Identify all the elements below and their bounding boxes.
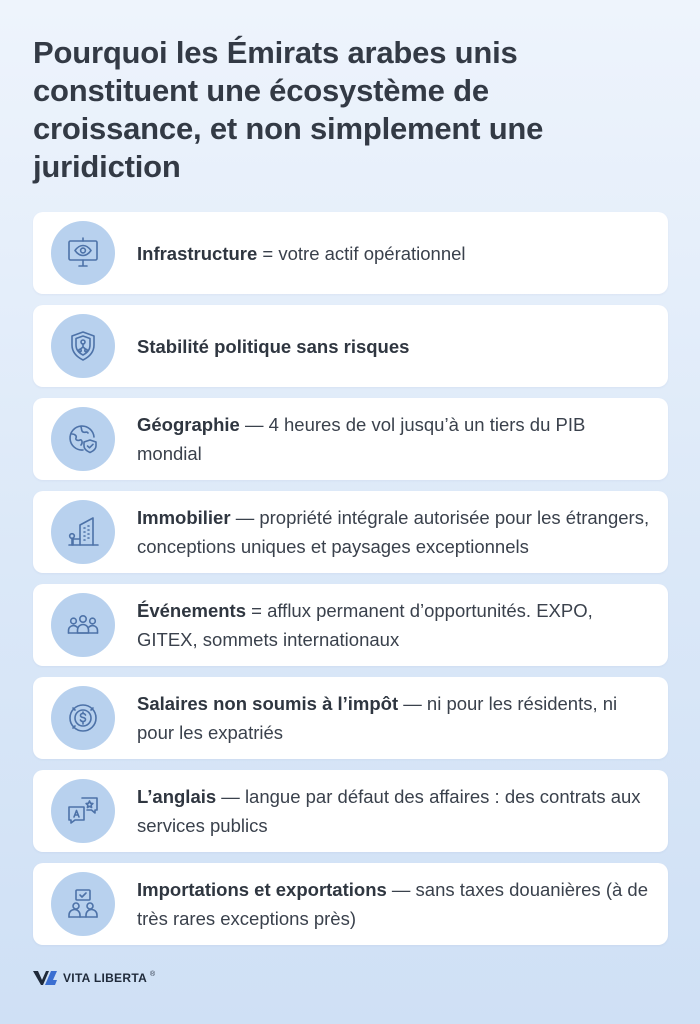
item-description: — 4 heures de vol jusqu’à un tiers du PIB mondial [137,414,586,464]
item-description: — langue par défaut des affaires : des contrats aux services publics [137,786,641,836]
monitor-eye-icon [51,221,115,285]
page-title: Pourquoi les Émirats arabes unis constituent une écosystème de croissance, et non simplement une juridiction [33,35,544,184]
dollar-coin-icon [51,686,115,750]
list-item [33,863,668,945]
shield-icon [51,314,115,378]
globe-shield-icon [51,407,115,471]
item-description: — propriété intégrale autorisée pour les étrangers, conceptions uniques et paysages exceptionnels [137,507,650,557]
item-title: Infrastructure [137,242,258,264]
item-title: Importations et exportations [137,879,387,900]
list-item [33,305,668,387]
list-item [33,677,668,759]
trade-people-icon [51,872,115,936]
translate-icon [51,779,115,843]
vita-liberta-logo-icon [33,970,57,986]
item-title: L’anglais [137,786,217,807]
list-item [33,212,668,294]
registered-mark: ® [150,970,156,978]
list-item [33,584,668,666]
people-group-icon [51,593,115,657]
item-title: Événements [137,600,246,621]
building-icon [51,500,115,564]
brand-logo [33,970,155,986]
brand-name: VITA LIBERTA [63,971,148,985]
item-description: = votre actif opérationnel [257,242,466,264]
list-item [33,398,668,480]
list-item [33,491,668,573]
item-description: — ni pour les résidents, ni pour les expatriés [137,693,618,743]
item-title: Salaires non soumis à l’impôt [137,693,399,714]
list-item [33,770,668,852]
item-description: — sans taxes douanières (à de très rares exceptions près) [137,879,648,929]
item-description: = afflux permanent d’opportunités. EXPO, GITEX, sommets internationaux [137,600,593,650]
item-title: Géographie [137,414,240,435]
item-title: Stabilité politique sans risques [137,335,410,357]
item-title: Immobilier [137,507,231,528]
